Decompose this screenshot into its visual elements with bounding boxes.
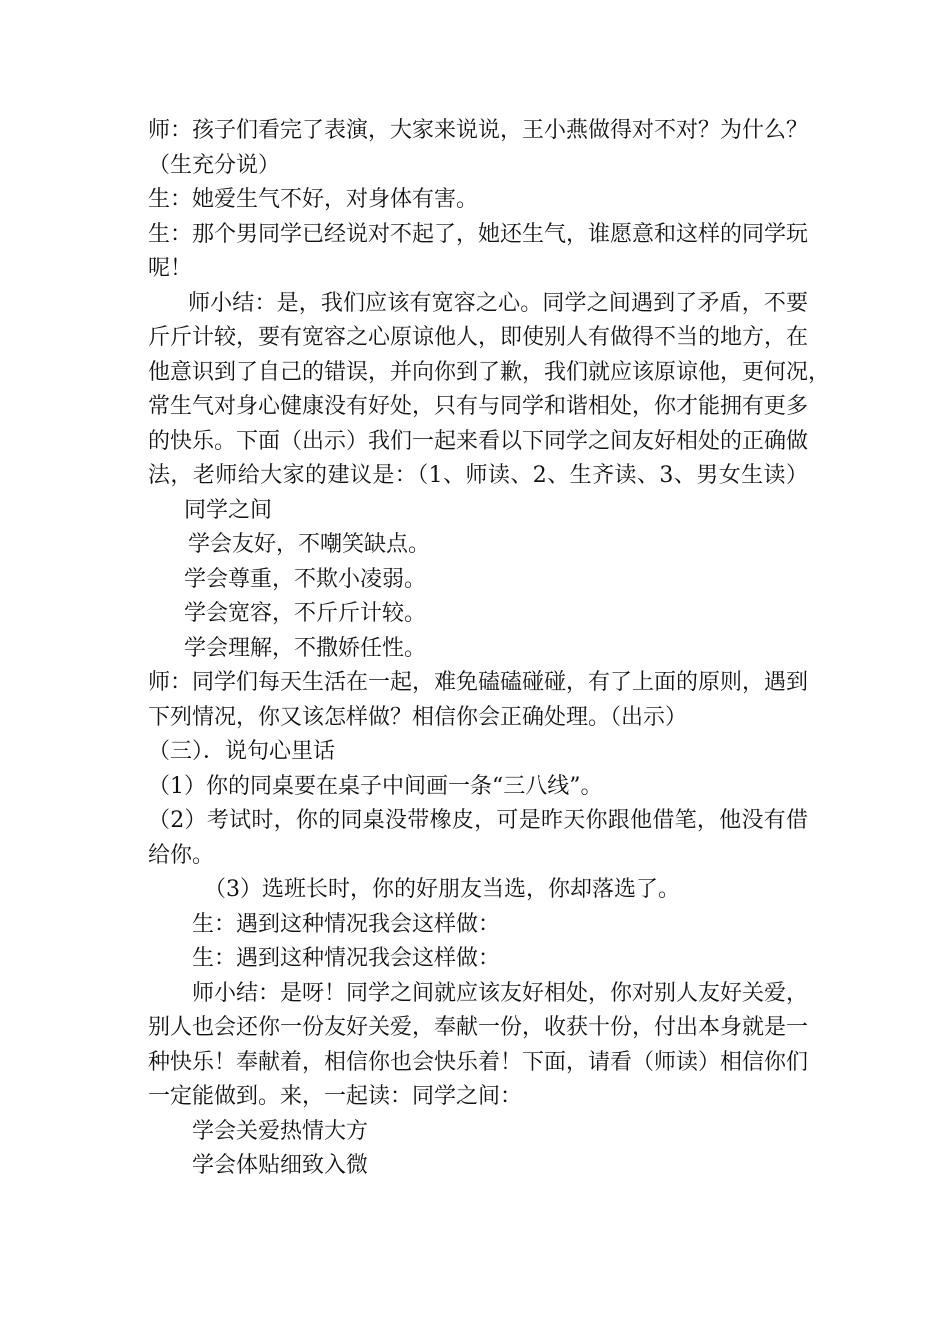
- text-line: 给你。: [148, 842, 215, 868]
- text-line: 学会友好，不嘲笑缺点。: [188, 532, 431, 557]
- section-heading: （三）．说句心里话: [148, 739, 336, 764]
- text-line: 师小结：是，我们应该有宽容之心。同学之间遇到了矛盾，不要: [188, 290, 808, 316]
- text-line: 生：遇到这种情况我会这样做：: [192, 946, 501, 971]
- document-body: [148, 114, 831, 1184]
- text-line: 学会尊重，不欺小凌弱。: [184, 566, 427, 592]
- text-line: 常生气对身心健康没有好处，只有与同学和谐相处，你才能拥有更多: [148, 394, 809, 419]
- text-line: 下列情况，你又该怎样做？相信你会正确处理。（出示）: [148, 704, 688, 730]
- text-line: 生：遇到这种情况我会这样做：: [192, 911, 501, 937]
- text-line: （3）选班长时，你的好朋友当选，你却落选了。: [204, 877, 680, 902]
- text-line: 别人也会还你一份友好关爱，奉献一份，收获十份，付出本身就是一: [148, 1015, 809, 1040]
- text-line: 学会理解，不撒娇任性。: [184, 635, 427, 661]
- text-line: 一定能做到。来，一起读：同学之间：: [148, 1084, 523, 1109]
- text-line: 师小结：是呀！同学之间就应该友好相处，你对别人友好关爱，: [192, 980, 809, 1006]
- text-line: （1）你的同桌要在桌子中间画一条“三八线”。: [148, 773, 603, 799]
- text-line: 师：同学们每天生活在一起，难免磕磕碰碰，有了上面的原则，遇到: [148, 670, 809, 695]
- text-line: 同学之间: [184, 497, 273, 523]
- text-line: （生充分说）: [148, 152, 281, 178]
- text-line: 他意识到了自己的错误，并向你到了歉，我们就应该原谅他，更何况，: [148, 359, 831, 385]
- text-line: 种快乐！奉献着，相信你也会快乐着！下面，请看（师读）相信你们: [148, 1049, 809, 1075]
- text-line: 学会体贴细致入微: [192, 1153, 369, 1178]
- text-line: 呢！: [148, 256, 193, 281]
- text-line: 学会宽容，不斤斤计较。: [184, 601, 427, 626]
- text-line: 斤斤计较，要有宽容之心原谅他人，即使别人有做得不当的地方，在: [148, 325, 809, 350]
- text-line: 的快乐。下面（出示）我们一起来看以下同学之间友好相处的正确做: [148, 428, 809, 454]
- text-line: （2）考试时，你的同桌没带橡皮，可是昨天你跟他借笔，他没有借: [148, 808, 808, 833]
- text-line: 生：那个男同学已经说对不起了，她还生气，谁愿意和这样的同学玩: [148, 221, 809, 247]
- text-line: 师：孩子们看完了表演，大家来说说，王小燕做得对不对？为什么？: [148, 118, 809, 143]
- text-line: 学会关爱热情大方: [192, 1118, 369, 1144]
- text-line: 生：她爱生气不好，对身体有害。: [148, 187, 479, 212]
- text-line: 法，老师给大家的建议是：（1、师读、2、生齐读、3、男女生读）: [148, 463, 808, 488]
